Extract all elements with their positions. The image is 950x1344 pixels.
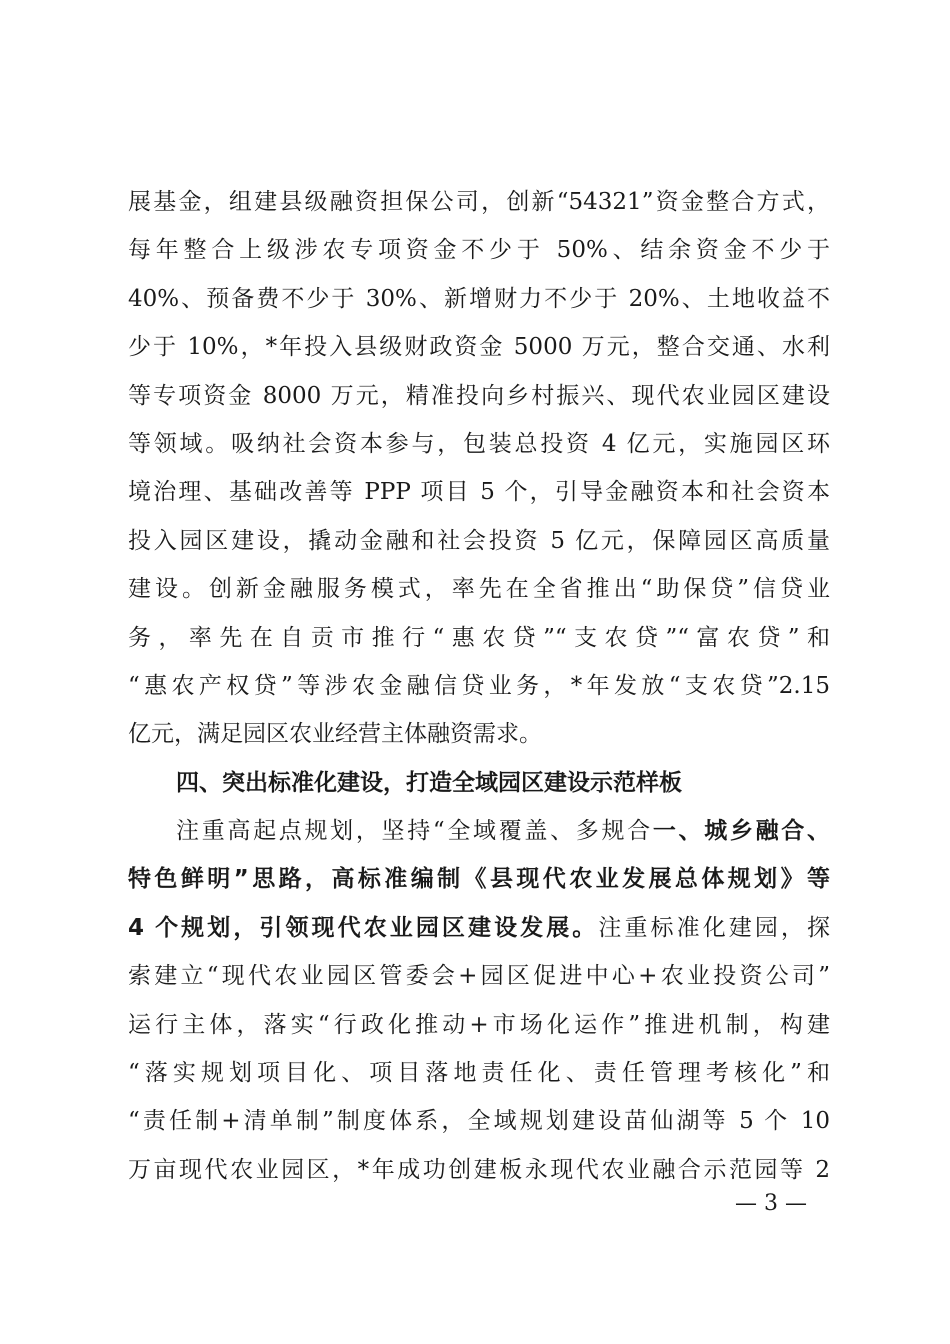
para2-line-7: “责任制+清单制”制度体系，全域规划建设苗仙湖等 5 个 10 <box>128 1108 830 1135</box>
para2-line-4: 索建立“现代农业园区管委会+园区促进中心+农业投资公司” <box>128 963 830 990</box>
page-number: — 3 — <box>735 1191 807 1216</box>
body-line-12: 亿元，满足园区农业经营主体融资需求。 <box>128 721 542 748</box>
body-line-7: 境治理、基础改善等 PPP 项目 5 个，引导金融资本和社会资本 <box>128 479 830 506</box>
para2-line-1 <box>128 807 830 855</box>
para2-line-5: 运行主体，落实“行政化推动+市场化运作”推进机制，构建 <box>128 1011 830 1038</box>
para2-line-2: 特色鲜明”思路，高标准编制《县现代农业发展总体规划》等 <box>128 866 830 893</box>
para2-line-1-bold: 一、城乡融合、 <box>652 818 830 845</box>
body-line-5: 等专项资金 8000 万元，精准投向乡村振兴、现代农业园区建设 <box>128 382 830 409</box>
body-line-1: 展基金，组建县级融资担保公司，创新“54321”资金整合方式， <box>128 189 830 215</box>
body-line-4: 少于 10%，*年投入县级财政资金 5000 万元，整合交通、水利 <box>128 334 830 361</box>
para2-line-1-text: 注重高起点规划，坚持“全域覆盖、多规合 <box>176 818 653 845</box>
body-line-11: “惠农产权贷”等涉农金融信贷业务，*年发放“支农贷”2.15 <box>128 672 830 699</box>
body-line-10: 务，率先在自贡市推行“惠农贷”“支农贷”“富农贷”和 <box>128 624 830 651</box>
para2-line-6: “落实规划项目化、项目落地责任化、责任管理考核化”和 <box>128 1060 830 1087</box>
body-line-9: 建设。创新金融服务模式，率先在全省推出“助保贷”信贷业 <box>128 576 830 603</box>
body-line-3: 40%、预备费不少于 30%、新增财力不少于 20%、土地收益不 <box>128 285 830 312</box>
body-line-6: 等领域。吸纳社会资本参与，包装总投资 4 亿元，实施园区环 <box>128 430 830 457</box>
section-heading: 四、突出标准化建设，打造全域园区建设示范样板 <box>176 769 682 796</box>
document-body <box>128 178 830 1194</box>
para2-line-3-text: 注重标准化建园，探 <box>598 914 831 941</box>
body-line-8: 投入园区建设，撬动金融和社会投资 5 亿元，保障园区高质量 <box>128 527 830 554</box>
para2-line-8: 万亩现代农业园区，*年成功创建板永现代农业融合示范园等 2 <box>128 1156 830 1183</box>
body-line-2: 每年整合上级涉农专项资金不少于 50%、结余资金不少于 <box>128 237 830 264</box>
para2-line-3 <box>128 904 830 952</box>
para2-line-3-bold: 4 个规划，引领现代农业园区建设发展。 <box>128 914 599 941</box>
